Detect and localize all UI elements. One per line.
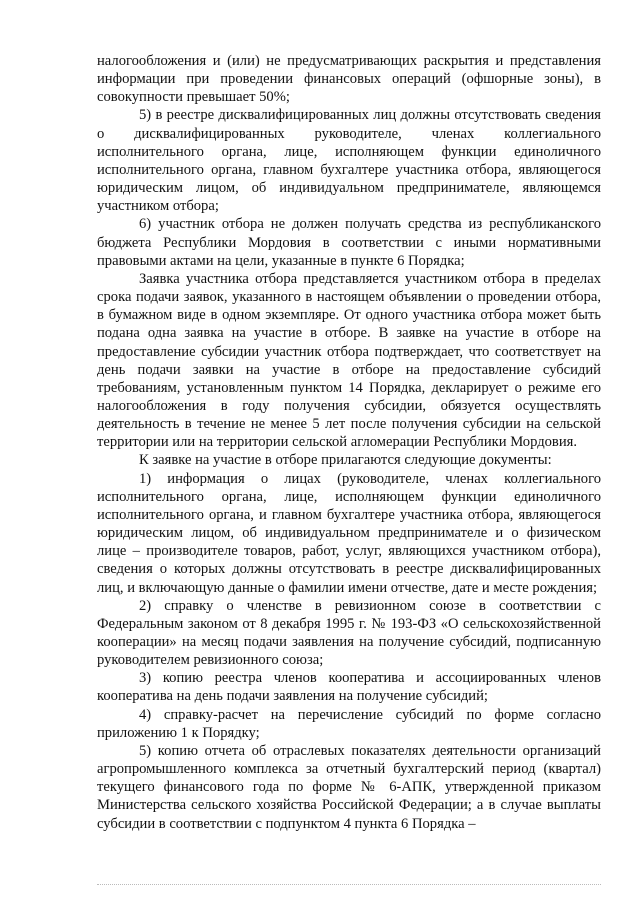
paragraph-doc-2-audit-union: 2) справку о членстве в ревизионном союзе в соответствии с Федеральным законом от 8 декабря 1995 г. № 193-ФЗ «О сельскохозяйственной кооперации» на месяц подачи заявления на получение субсидий, подписанную руководителем ревизионного союза; (97, 597, 601, 669)
paragraph-item-6-budget-funds: 6) участник отбора не должен получать средства из республиканского бюджета Республики Мордовия в соответствии с иными нормативными правовыми актами на цели, указанные в пункте 6 Порядка; (97, 216, 601, 269)
paragraph-continuation: налогообложения и (или) не предусматривающих раскрытия и представления информации при проведении финансовых операций (офшорные зоны), в совокупности превышает 50%; (97, 53, 601, 106)
document-page (97, 52, 601, 833)
page-bottom-edge (97, 884, 601, 886)
paragraph-doc-3-members-registry: 3) копию реестра членов кооператива и ассоциированных членов кооператива на день подачи заявления на получение субсидий; (97, 670, 601, 705)
paragraph-item-5-disqualified-registry: 5) в реестре дисквалифицированных лиц должны отсутствовать сведения о дисквалифицированных руководителе, членах коллегиального исполнительного органа, лице, исполняющем функции единоличного исполнительного органа, главном бухгалтере участника отбора, являющегося юридическим лицом, об индивидуальном предпринимателе, являющемся участником отбора; (97, 107, 601, 215)
paragraph-doc-5-report: 5) копию отчета об отраслевых показателях деятельности организаций агропромышленного комплекса за отчетный бухгалтерский период (квартал) текущего финансового года по форме № 6-АПК, утвержденной приказом Министерства сельского хозяйства Российской Федерации; а в случае выплаты субсидии в соответствии с подпунктом 4 пункта 6 Порядка – (97, 742, 601, 832)
paragraph-doc-4-calculation: 4) справку-расчет на перечисление субсидий по форме согласно приложению 1 к Порядку; (97, 706, 601, 741)
paragraph-doc-1-persons-info: 1) информация о лицах (руководителе, членах коллегиального исполнительного органа, лице, исполняющем функции единоличного исполнительного органа, и главном бухгалтере участника отбора, являющегося юридическим лицом, об индивидуальном предпринимателе и о физическом лице – производителе товаров, работ, услуг, являющихся участником отбора), сведения о которых должны отсутствовать в реестре дисквалифицированных лиц, и включающую данные о фамилии имени отчестве, дате и месте рождения; (97, 470, 601, 596)
paragraph-application-submission: Заявка участника отбора представляется участником отбора в пределах срока подачи заявок, указанного в настоящем объявлении о проведении отбора, в бумажном виде в одном экземпляре. От одного участника отбора может быть подана одна заявка на участие в отборе. В заявке на участие в отборе на предоставление субсидии участник отбора подтверждает, что соответствует на день подачи заявки на участие в отборе на предоставление субсидий требованиям, установленным пунктом 14 Порядка, декларирует о режиме его налогообложения в году получения субсидии, обязуется осуществлять деятельность в течение не менее 5 лет после получения субсидии на сельской территории или на территории сельской агломерации Республики Мордовия. (97, 270, 601, 451)
paragraph-documents-intro: К заявке на участие в отборе прилагаются следующие документы: (139, 452, 552, 469)
